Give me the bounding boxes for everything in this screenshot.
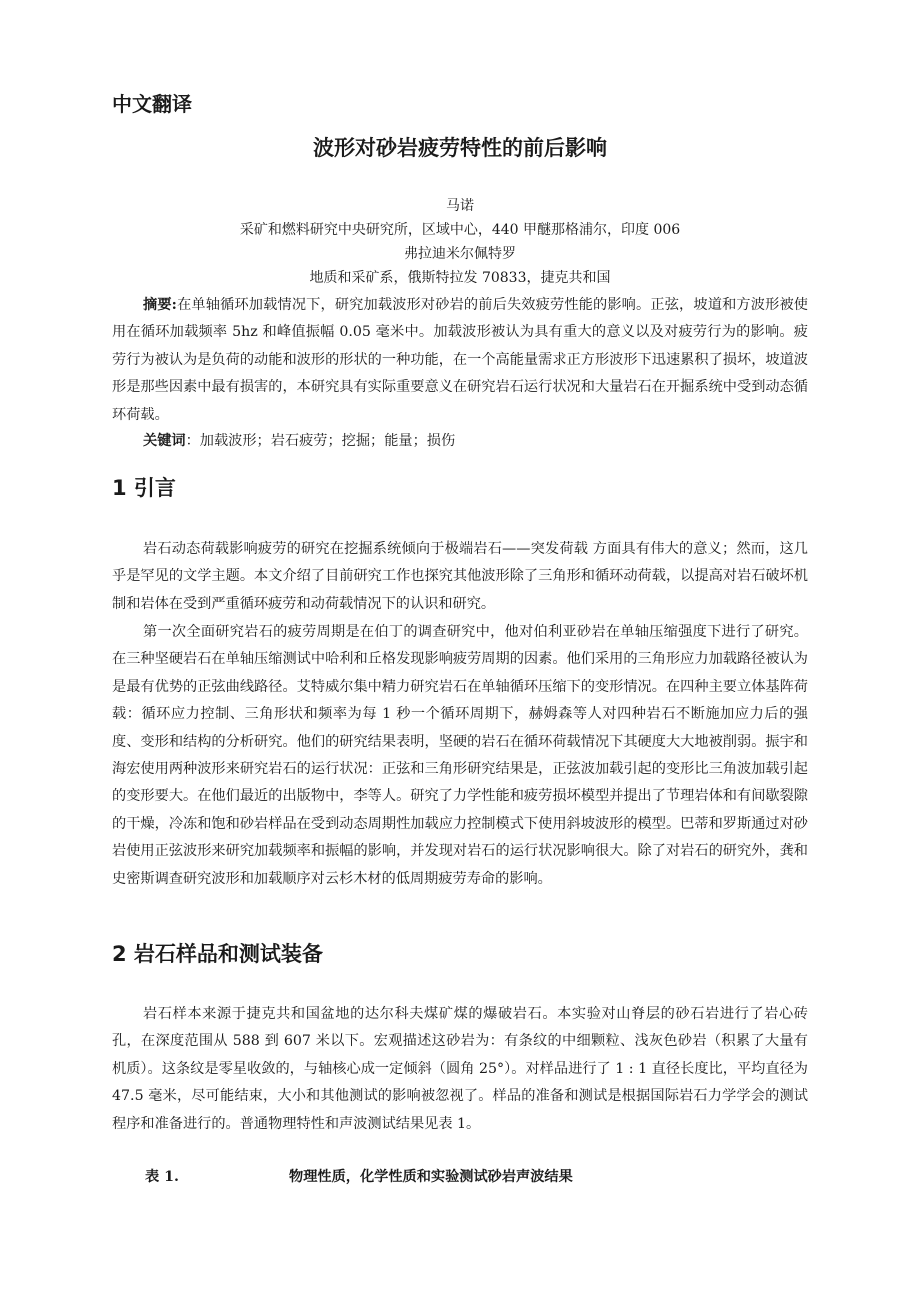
- keywords-text: ：加载波形；岩石疲劳；挖掘；能量；损伤: [185, 433, 456, 449]
- samples-paragraph-1: 岩石样本来源于捷克共和国盆地的达尔科夫煤矿煤的爆破岩石。本实验对山脊层的砂石岩进行了岩心砖孔，在深度范围从 588 到 607 米以下。宏观描述这砂岩为：有条纹的中细颗粒、浅灰色砂岩（积累了大量有机质）。这条纹是零星收敛的，与轴核心成一定倾斜（圆角 25°）。对样品进行了 1 : 1 直径长度比，平均直径为 47.5 毫米，尽可能结束，大小和其他测试的影响被忽视了。样品的准备和测试是根据国际岩石力学学会的测试程序和准备进行的。普通物理特性和声波测试结果见表 1。: [112, 1006, 808, 1132]
- section-heading-samples: 2 岩石样品和测试装备: [112, 942, 323, 966]
- intro-paragraph-1: 岩石动态荷载影响疲劳的研究在挖掘系统倾向于极端岩石——突发荷载 方面具有伟大的意义；然而，这几乎是罕见的文学主题。本文介绍了目前研究工作也探究其他波形除了三角形和循环动荷载，以提高对岩石破坏机制和岩体在受到严重循环疲劳和动荷载情况下的认识和研究。: [112, 541, 808, 612]
- intro-paragraph-2: 第一次全面研究岩石的疲劳周期是在伯丁的调查研究中，他对伯利亚砂岩在单轴压缩强度下进行了研究。在三种坚硬岩石在单轴压缩测试中哈利和丘格发现影响疲劳周期的因素。他们采用的三角形应力加载路径被认为是最有优势的正弦曲线路径。艾特威尔集中精力研究岩石在单轴循环压缩下的变形情况。在四种主要立体基阵荷载：循环应力控制、三角形状和频率为每 1 秒一个循环周期下，赫姆森等人对四种岩石不断施加应力后的强度、变形和结构的分析研究。他们的研究结果表明，坚硬的岩石在循环荷载情况下其硬度大大地被削弱。振宇和海宏使用两种波形来研究岩石的运行状况：正弦和三角形研究结果是，正弦波加载引起的变形比三角波加载引起的变形要大。在他们最近的出版物中，李等人。研究了力学性能和疲劳损坏模型并提出了节理岩体和有间歇裂隙的干燥，冷冻和饱和砂岩样品在受到动态周期性加载应力控制模式下使用斜坡波形的模型。巴蒂和罗斯通过对砂岩使用正弦波形来研究加载频率和振幅的影响，并发现对岩石的运行状况影响很大。除了对岩石的研究外，龚和史密斯调查研究波形和加载顺序对云杉木材的低周期疲劳寿命的影响。: [112, 624, 808, 887]
- author-name-2: 弗拉迪米尔佩特罗: [404, 246, 516, 262]
- translation-header: 中文翻译: [112, 92, 192, 116]
- section-heading-introduction: 1 引言: [112, 476, 176, 500]
- abstract-text: 在单轴循环加载情况下，研究加载波形对砂岩的前后失效疲劳性能的影响。正弦，坡道和方波形被使用在循环加载频率 5hz 和峰值振幅 0.05 毫米中。加载波形被认为具有重大的意义以及对疲劳行为的影响。疲劳行为被认为是负荷的动能和波形的形状的一种功能，在一个高能量需求正方形波形下迅速累积了损坏，坡道波形是那些因素中最有损害的，本研究具有实际重要意义在研究岩石运行状况和大量岩石在开掘系统中受到动态循环荷载。: [112, 297, 808, 423]
- author-affiliation-2: 地质和采矿系，俄斯特拉发 70833，捷克共和国: [309, 270, 611, 286]
- abstract: [112, 292, 808, 429]
- table-number: 表 1.: [145, 1169, 179, 1185]
- paper-title: 波形对砂岩疲劳特性的前后影响: [313, 136, 607, 160]
- abstract-label: 摘要:: [143, 297, 177, 313]
- keywords: [112, 428, 808, 455]
- table-caption: 物理性质，化学性质和实验测试砂岩声波结果: [289, 1169, 573, 1185]
- author-affiliation-1: 采矿和燃料研究中央研究所，区域中心，440 甲醚那格浦尔，印度 006: [239, 222, 681, 238]
- author-name-1: 马诺: [446, 198, 474, 214]
- keywords-label: 关键词: [143, 433, 186, 449]
